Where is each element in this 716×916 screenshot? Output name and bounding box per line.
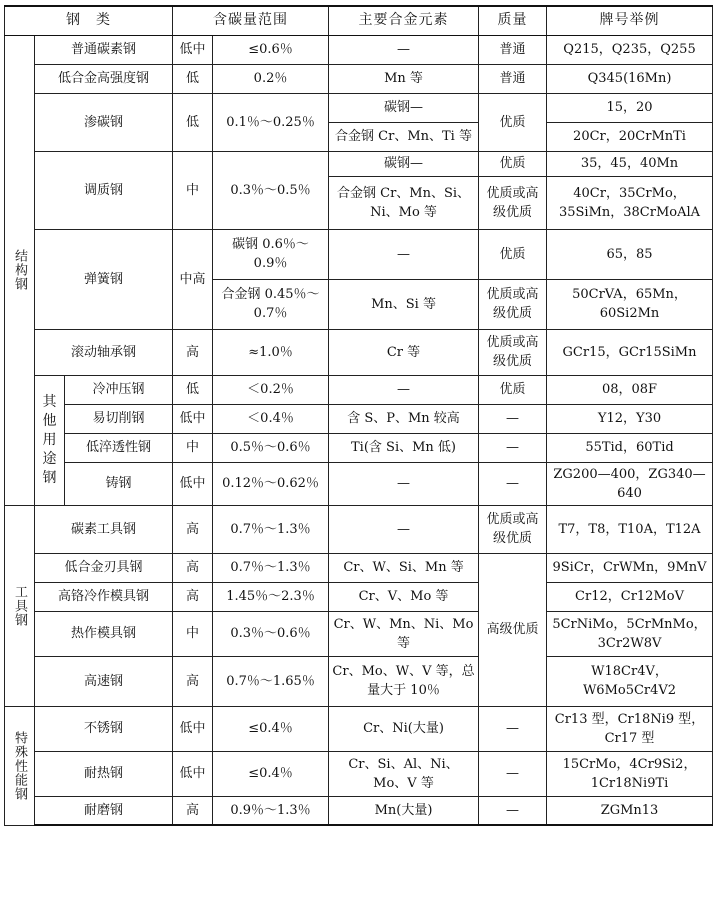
grades: 20Cr，20CrMnTi [547,122,713,151]
grades: GCr15，GCr15SiMn [547,329,713,375]
grades: Y12，Y30 [547,404,713,433]
steel-name: 铸钢 [65,462,173,505]
carbon-level: 中 [173,611,213,656]
steel-name: 低合金高强度钢 [35,64,173,93]
quality: — [479,751,547,796]
alloy-elements: Mn、Si 等 [329,279,479,329]
carbon-level: 低 [173,375,213,404]
grades: Q215，Q235，Q255 [547,35,713,64]
table-row [5,404,713,433]
table-row [5,64,713,93]
alloy-elements: Cr、W、Si、Mn 等 [329,553,479,582]
alloy-elements: — [329,35,479,64]
steel-classification-table [4,5,713,826]
carbon-level: 低中 [173,462,213,505]
grades: Cr12，Cr12MoV [547,582,713,611]
grades: ZGMn13 [547,796,713,825]
table-row [5,229,713,279]
grades: 35，45，40Mn [547,151,713,176]
steel-name: 耐热钢 [35,751,173,796]
table-row [5,151,713,176]
carbon-range: 0.3％～0.6％ [213,611,329,656]
alloy-elements: 碳钢— [329,93,479,122]
carbon-level: 低 [173,64,213,93]
quality: 优质 [479,151,547,176]
carbon-range: ＜0.2％ [213,375,329,404]
steel-name: 高速钢 [35,656,173,706]
carbon-level: 中 [173,433,213,462]
group-other-use: 其他用途钢 [35,375,65,505]
carbon-level: 高 [173,553,213,582]
alloy-elements: Ti(含 Si、Mn 低) [329,433,479,462]
steel-name: 易切削钢 [65,404,173,433]
table-row [5,35,713,64]
group-structural: 结构钢 [5,35,35,505]
carbon-level: 低中 [173,35,213,64]
grades: Cr13 型，Cr18Ni9 型，Cr17 型 [547,706,713,751]
alloy-elements: Cr、W、Mn、Ni、Mo 等 [329,611,479,656]
header-quality: 质量 [479,6,547,35]
alloy-elements: Cr、Si、Al、Ni、Mo、V 等 [329,751,479,796]
grades: ZG200—400，ZG340—640 [547,462,713,505]
quality: 优质 [479,229,547,279]
carbon-range: ≈1.0％ [213,329,329,375]
steel-name: 调质钢 [35,151,173,229]
steel-name: 普通碳素钢 [35,35,173,64]
quality: 高级优质 [479,553,547,706]
carbon-range: 0.1％～0.25％ [213,93,329,151]
carbon-range: 合金钢 0.45％～0.7％ [213,279,329,329]
table-row [5,329,713,375]
carbon-range: 0.7％～1.65％ [213,656,329,706]
table-row [5,656,713,706]
carbon-range: 碳钢 0.6％～0.9％ [213,229,329,279]
table-row [5,93,713,122]
table-row [5,553,713,582]
grades: 08，08F [547,375,713,404]
alloy-elements: 含 S、P、Mn 较高 [329,404,479,433]
quality: 优质 [479,93,547,151]
carbon-level: 低 [173,93,213,151]
carbon-range: 0.12％～0.62％ [213,462,329,505]
table-row [5,611,713,656]
steel-name: 不锈钢 [35,706,173,751]
table-row [5,582,713,611]
alloy-elements: — [329,375,479,404]
alloy-elements: Mn(大量) [329,796,479,825]
header-category: 钢 类 [5,6,173,35]
steel-name: 耐磨钢 [35,796,173,825]
grades: Q345(16Mn) [547,64,713,93]
quality: — [479,433,547,462]
carbon-level: 高 [173,505,213,553]
carbon-level: 高 [173,796,213,825]
alloy-elements: Mn 等 [329,64,479,93]
steel-name: 弹簧钢 [35,229,173,329]
grades: 40Cr，35CrMo，35SiMn，38CrMoAlA [547,176,713,229]
grades: 9SiCr，CrWMn，9MnV [547,553,713,582]
alloy-elements: Cr、V、Mo 等 [329,582,479,611]
steel-name: 冷冲压钢 [65,375,173,404]
carbon-range: 0.3％～0.5％ [213,151,329,229]
table-row [5,751,713,796]
carbon-level: 低中 [173,404,213,433]
alloy-elements: 合金钢 Cr、Mn、Ti 等 [329,122,479,151]
grades: W18Cr4V，W6Mo5Cr4V2 [547,656,713,706]
grades: 50CrVA，65Mn，60Si2Mn [547,279,713,329]
quality: 优质 [479,375,547,404]
carbon-range: 0.5％～0.6％ [213,433,329,462]
steel-name: 热作模具钢 [35,611,173,656]
alloy-elements: — [329,462,479,505]
grades: 5CrNiMo，5CrMnMo，3Cr2W8V [547,611,713,656]
alloy-elements: — [329,229,479,279]
group-special: 特殊性能钢 [5,706,35,825]
quality: — [479,462,547,505]
carbon-range: 1.45％～2.3％ [213,582,329,611]
header-grades: 牌号举例 [547,6,713,35]
steel-name: 渗碳钢 [35,93,173,151]
carbon-range: 0.9％～1.3％ [213,796,329,825]
table-row [5,505,713,553]
carbon-range: 0.7％～1.3％ [213,553,329,582]
quality: — [479,706,547,751]
table-row [5,462,713,505]
steel-name: 低合金刃具钢 [35,553,173,582]
header-alloy: 主要合金元素 [329,6,479,35]
carbon-range: ≤0.4％ [213,706,329,751]
steel-name: 滚动轴承钢 [35,329,173,375]
table-row [5,796,713,825]
carbon-level: 高 [173,582,213,611]
table-row [5,433,713,462]
quality: 优质或高级优质 [479,505,547,553]
carbon-range: 0.2％ [213,64,329,93]
alloy-elements: 碳钢— [329,151,479,176]
table-row [5,706,713,751]
quality: 优质或高级优质 [479,279,547,329]
carbon-range: ≤0.4％ [213,751,329,796]
quality: 优质或高级优质 [479,329,547,375]
carbon-range: ＜0.4％ [213,404,329,433]
grades: 15CrMo，4Cr9Si2，1Cr18Ni9Ti [547,751,713,796]
carbon-level: 低中 [173,751,213,796]
group-tool: 工具钢 [5,505,35,706]
carbon-range: ≤0.6％ [213,35,329,64]
steel-name: 碳素工具钢 [35,505,173,553]
quality: 普通 [479,64,547,93]
steel-name: 低淬透性钢 [65,433,173,462]
carbon-level: 高 [173,329,213,375]
alloy-elements: — [329,505,479,553]
carbon-level: 高 [173,656,213,706]
steel-name: 高铬冷作模具钢 [35,582,173,611]
quality: — [479,796,547,825]
alloy-elements: Cr、Mo、W、V 等，总量大于 10％ [329,656,479,706]
quality: 优质或高级优质 [479,176,547,229]
grades: 55Tid，60Tid [547,433,713,462]
grades: T7，T8，T10A，T12A [547,505,713,553]
grades: 65，85 [547,229,713,279]
alloy-elements: 合金钢 Cr、Mn、Si、Ni、Mo 等 [329,176,479,229]
table-row [5,375,713,404]
quality: 普通 [479,35,547,64]
carbon-level: 低中 [173,706,213,751]
header-row [5,6,713,35]
alloy-elements: Cr 等 [329,329,479,375]
header-carbon-range: 含碳量范围 [173,6,329,35]
carbon-range: 0.7％～1.3％ [213,505,329,553]
carbon-level: 中高 [173,229,213,329]
carbon-level: 中 [173,151,213,229]
quality: — [479,404,547,433]
grades: 15，20 [547,93,713,122]
alloy-elements: Cr、Ni(大量) [329,706,479,751]
